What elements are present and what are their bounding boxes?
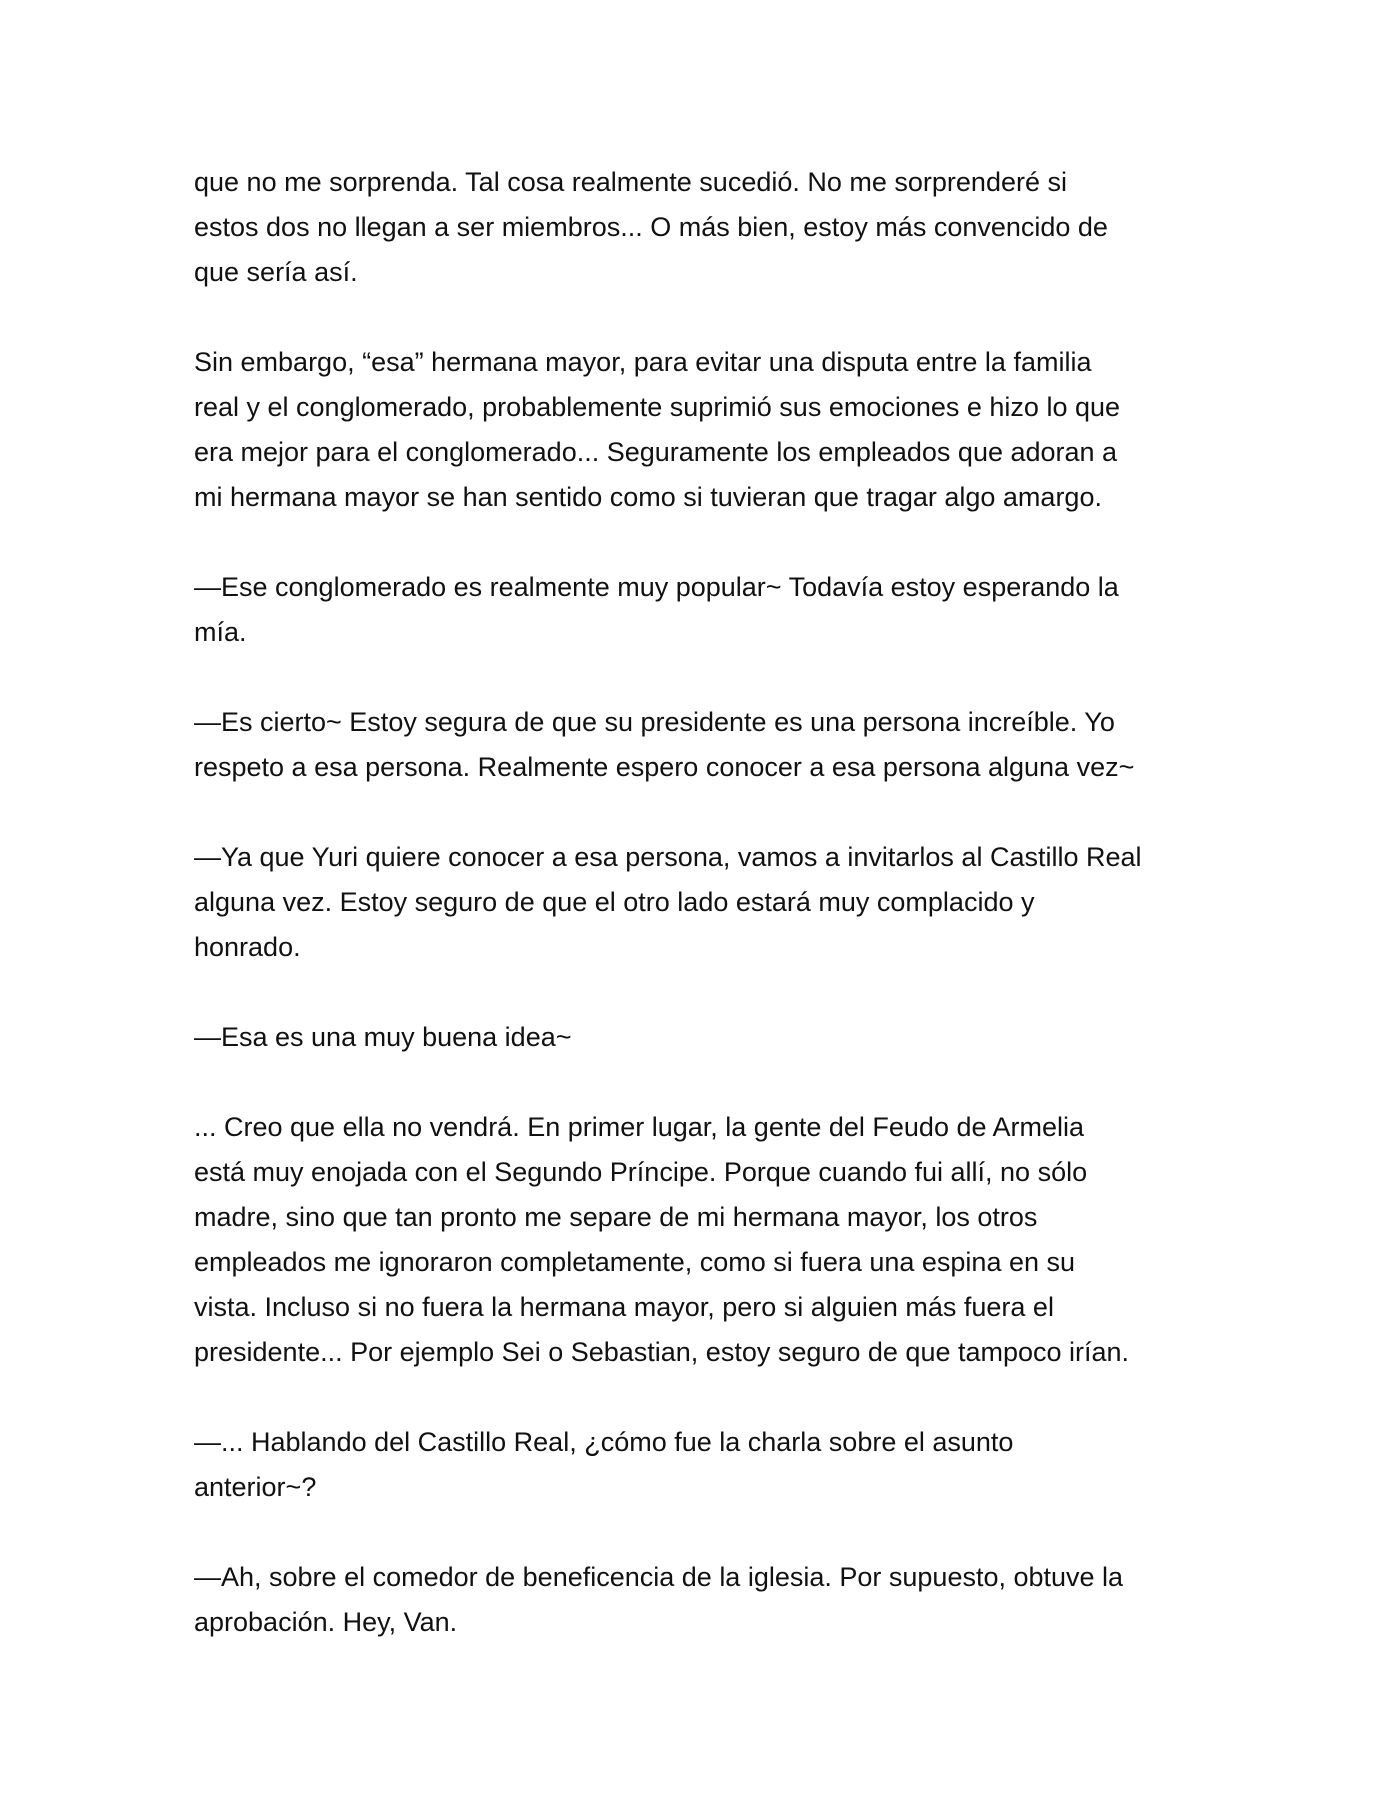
paragraph: que no me sorprenda. Tal cosa realmente sucedió. No me sorprenderé si estos dos no llegan a ser miembros... O más bien, estoy más convencido de que sería así. — [194, 167, 1108, 287]
paragraph: Sin embargo, “esa” hermana mayor, para evitar una disputa entre la familia real y el conglomerado, probablemente suprimió sus emociones e hizo lo que era mejor para el conglomerado... Seguramente los empleados que adoran a mi hermana mayor se han sentido como si tuvieran que tragar algo amargo. — [194, 347, 1121, 512]
paragraph: —Ya que Yuri quiere conocer a esa persona, vamos a invitarlos al Castillo Real alguna vez. Estoy seguro de que el otro lado estará muy complacido y honrado. — [194, 842, 1142, 962]
paragraph: —Es cierto~ Estoy segura de que su presidente es una persona increíble. Yo respeto a esa persona. Realmente espero conocer a esa persona alguna vez~ — [194, 707, 1135, 782]
paragraph: —Ese conglomerado es realmente muy popular~ Todavía estoy esperando la mía. — [194, 572, 1119, 647]
paragraph: —Esa es una muy buena idea~ — [194, 1022, 572, 1052]
paragraph: —Ah, sobre el comedor de beneficencia de la iglesia. Por supuesto, obtuve la aprobación. Hey, Van. — [194, 1562, 1124, 1637]
document-page — [194, 160, 1224, 1690]
paragraph: ... Creo que ella no vendrá. En primer lugar, la gente del Feudo de Armelia está muy enojada con el Segundo Príncipe. Porque cuando fui allí, no sólo madre, sino que tan pronto me separe de mi hermana mayor, los otros empleados me ignoraron completamente, como si fuera una espina en su vista. Incluso si no fuera la hermana mayor, pero si alguien más fuera el presidente... Por ejemplo Sei o Sebastian, estoy seguro de que tampoco irían. — [194, 1112, 1130, 1367]
paragraph: —... Hablando del Castillo Real, ¿cómo fue la charla sobre el asunto anterior~? — [194, 1427, 1014, 1502]
